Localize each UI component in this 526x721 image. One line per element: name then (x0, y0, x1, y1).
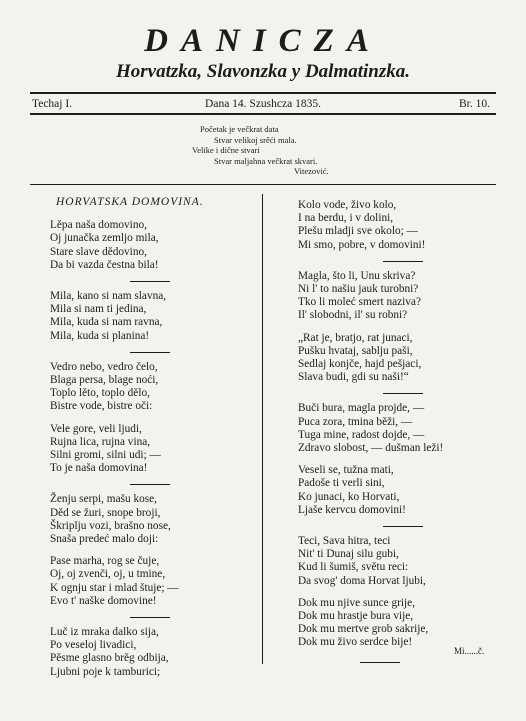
verse-line: Ni l' to našiu jauk turobni? (298, 283, 419, 296)
verse-line: Il' slobodni, il' su robni? (298, 309, 408, 322)
verse-line: Sedlaj konjče, hajd pešjaci, (298, 358, 422, 371)
verse-line: Tko li moleć smert naziva? (298, 296, 421, 309)
verse-line: Vedro nebo, vedro čelo, (50, 360, 158, 373)
verse-line: „Rat je, bratjo, rat junaci, (298, 331, 413, 344)
verse-line: Mila, kuda si planina! (50, 329, 150, 342)
stanza (50, 493, 250, 546)
verse-line: Dok mu njive sunce grije, (298, 596, 416, 609)
verse-line: Děd se žuri, snope broji, (50, 506, 161, 519)
verse-line: Nit' ti Dunaj silu gubi, (298, 548, 399, 561)
header-rule-top (30, 92, 496, 94)
stanza-separator (130, 352, 170, 353)
verse-line: Dok mu hrastje bura vije, (298, 610, 414, 623)
stanza (50, 555, 250, 608)
stanza (50, 290, 250, 343)
stanza (298, 270, 508, 323)
verse-line: K ognju star i mlad štuje; — (50, 581, 179, 594)
stanza (50, 361, 250, 414)
stanza-separator (130, 484, 170, 485)
verse-line: Pase marha, rog se čuje, (50, 555, 160, 568)
stanza (298, 535, 508, 588)
stanza (298, 597, 508, 650)
verse-line: Tuga mine, radost dojde, — (298, 428, 425, 441)
verse-line: Luč iz mraka dalko sija, (50, 626, 159, 639)
poem-right-column (298, 199, 508, 659)
verse-line: Kolo vode, živo kolo, (298, 199, 397, 211)
verse-line: To je naša domovina! (50, 462, 148, 475)
stanza (50, 626, 250, 679)
verse-line: Oj, oj zvenči, oj, u tmine, (50, 568, 166, 581)
end-rule (360, 662, 400, 663)
epigraph-line: Stvar maljahna večkrat skvari. (214, 155, 318, 166)
verse-line: Kud li šumiš, světu reci: (298, 561, 409, 574)
verse-line: Oj junačka zemljo mila, (50, 232, 159, 245)
poem-signature: Mi......č. (454, 646, 485, 656)
verse-line: Stare slave dědovino, (50, 245, 147, 258)
verse-line: Po veseloj livadici, (50, 639, 137, 652)
issue-volume: Techaj I. (32, 98, 73, 110)
verse-line: Mila, kano si nam slavna, (50, 290, 167, 303)
epigraph-line: Stvar velikoj srěći mala. (214, 134, 297, 145)
verse-line: Teci, Sava hitra, teci (298, 535, 391, 548)
verse-line: Toplo lěto, toplo dělo, (50, 387, 150, 400)
verse-line: Dok mu živo serdce bije! (298, 636, 413, 649)
column-divider (262, 194, 263, 664)
verse-line: Ženju serpi, mašu kose, (50, 493, 157, 506)
stanza-separator (130, 281, 170, 282)
verse-line: Vele gore, veli ljudi, (50, 422, 142, 435)
verse-line: Ljubni poje k tamburici; (50, 665, 161, 678)
verse-line: Padoše ti verli sini, (298, 477, 385, 490)
verse-line: Bistre vode, bistre oči: (50, 400, 153, 413)
epigraph-line: Početak je večkrat data (200, 124, 279, 134)
issue-number: Br. 10. (459, 98, 490, 110)
verse-line: Snaša predeć malo doji: (50, 533, 159, 546)
epigraph (192, 124, 329, 177)
verse-line: Škriplju vozi, brašno nose, (50, 519, 171, 532)
verse-line: Da bi vazda čestna bila! (50, 258, 159, 271)
stanza-separator (383, 526, 423, 527)
epigraph-line: Velike i dične stvari (192, 145, 260, 156)
masthead-title: DANICZA (144, 23, 382, 59)
verse-line: Dok mu mertve grob sakrije, (298, 623, 429, 636)
poem-left-column (50, 196, 250, 688)
verse-line: Silni gromi, silni udi; — (50, 449, 161, 462)
stanza (50, 423, 250, 476)
verse-line: Lěpa naša domovino, (50, 219, 147, 232)
verse-line: I na berdu, i v dolini, (298, 212, 394, 225)
stanza (298, 402, 508, 455)
verse-line: Veseli se, tužna mati, (298, 464, 394, 477)
header-rule-bottom (30, 113, 496, 115)
stanza (50, 219, 250, 272)
verse-line: Blaga persa, blage noći, (50, 374, 159, 387)
verse-line: Evo t' naške domovine! (50, 594, 157, 607)
verse-line: Pušku hvataj, sablju paši, (298, 344, 413, 357)
verse-line: Rujna lica, rujna vina, (50, 435, 151, 448)
verse-line: Mi smo, pobre, v domovini! (298, 238, 426, 251)
stanza-separator (383, 261, 423, 262)
verse-line: Buči bura, magla projde, — (298, 402, 425, 415)
epigraph-author: Vitezović. (294, 166, 329, 177)
verse-line: Mila si nam ti jedina, (50, 303, 147, 316)
verse-line: Zdravo slobost, — dušman leži! (298, 442, 444, 455)
masthead-subtitle: Horvatzka, Slavonzka y Dalmatinzka. (116, 61, 410, 82)
stanza (298, 332, 508, 385)
stanza (298, 199, 508, 252)
verse-line: Slava budi, gdi su naši!“ (298, 371, 409, 384)
verse-line: Plešu mladji sve okolo; — (298, 225, 418, 238)
verse-line: Pěsme glasno brěg odbija, (50, 652, 169, 665)
verse-line: Ko junaci, ko Horvati, (298, 490, 400, 503)
verse-line: Da svog' doma Horvat ljubi, (298, 574, 426, 587)
issue-date: Dana 14. Szushcza 1835. (205, 98, 321, 110)
verse-line: Puca zora, tmina běži, — (298, 415, 413, 428)
verse-line: Magla, što li, Unu skriva? (298, 269, 416, 282)
verse-line: Ljaše kervcu domovini! (298, 503, 406, 516)
stanza-separator (383, 393, 423, 394)
poem-title: HORVATSKA DOMOVINA. (56, 196, 204, 208)
section-rule (30, 184, 496, 185)
stanza-separator (130, 617, 170, 618)
stanza (298, 464, 508, 517)
verse-line: Mila, kuda si nam ravna, (50, 316, 163, 329)
